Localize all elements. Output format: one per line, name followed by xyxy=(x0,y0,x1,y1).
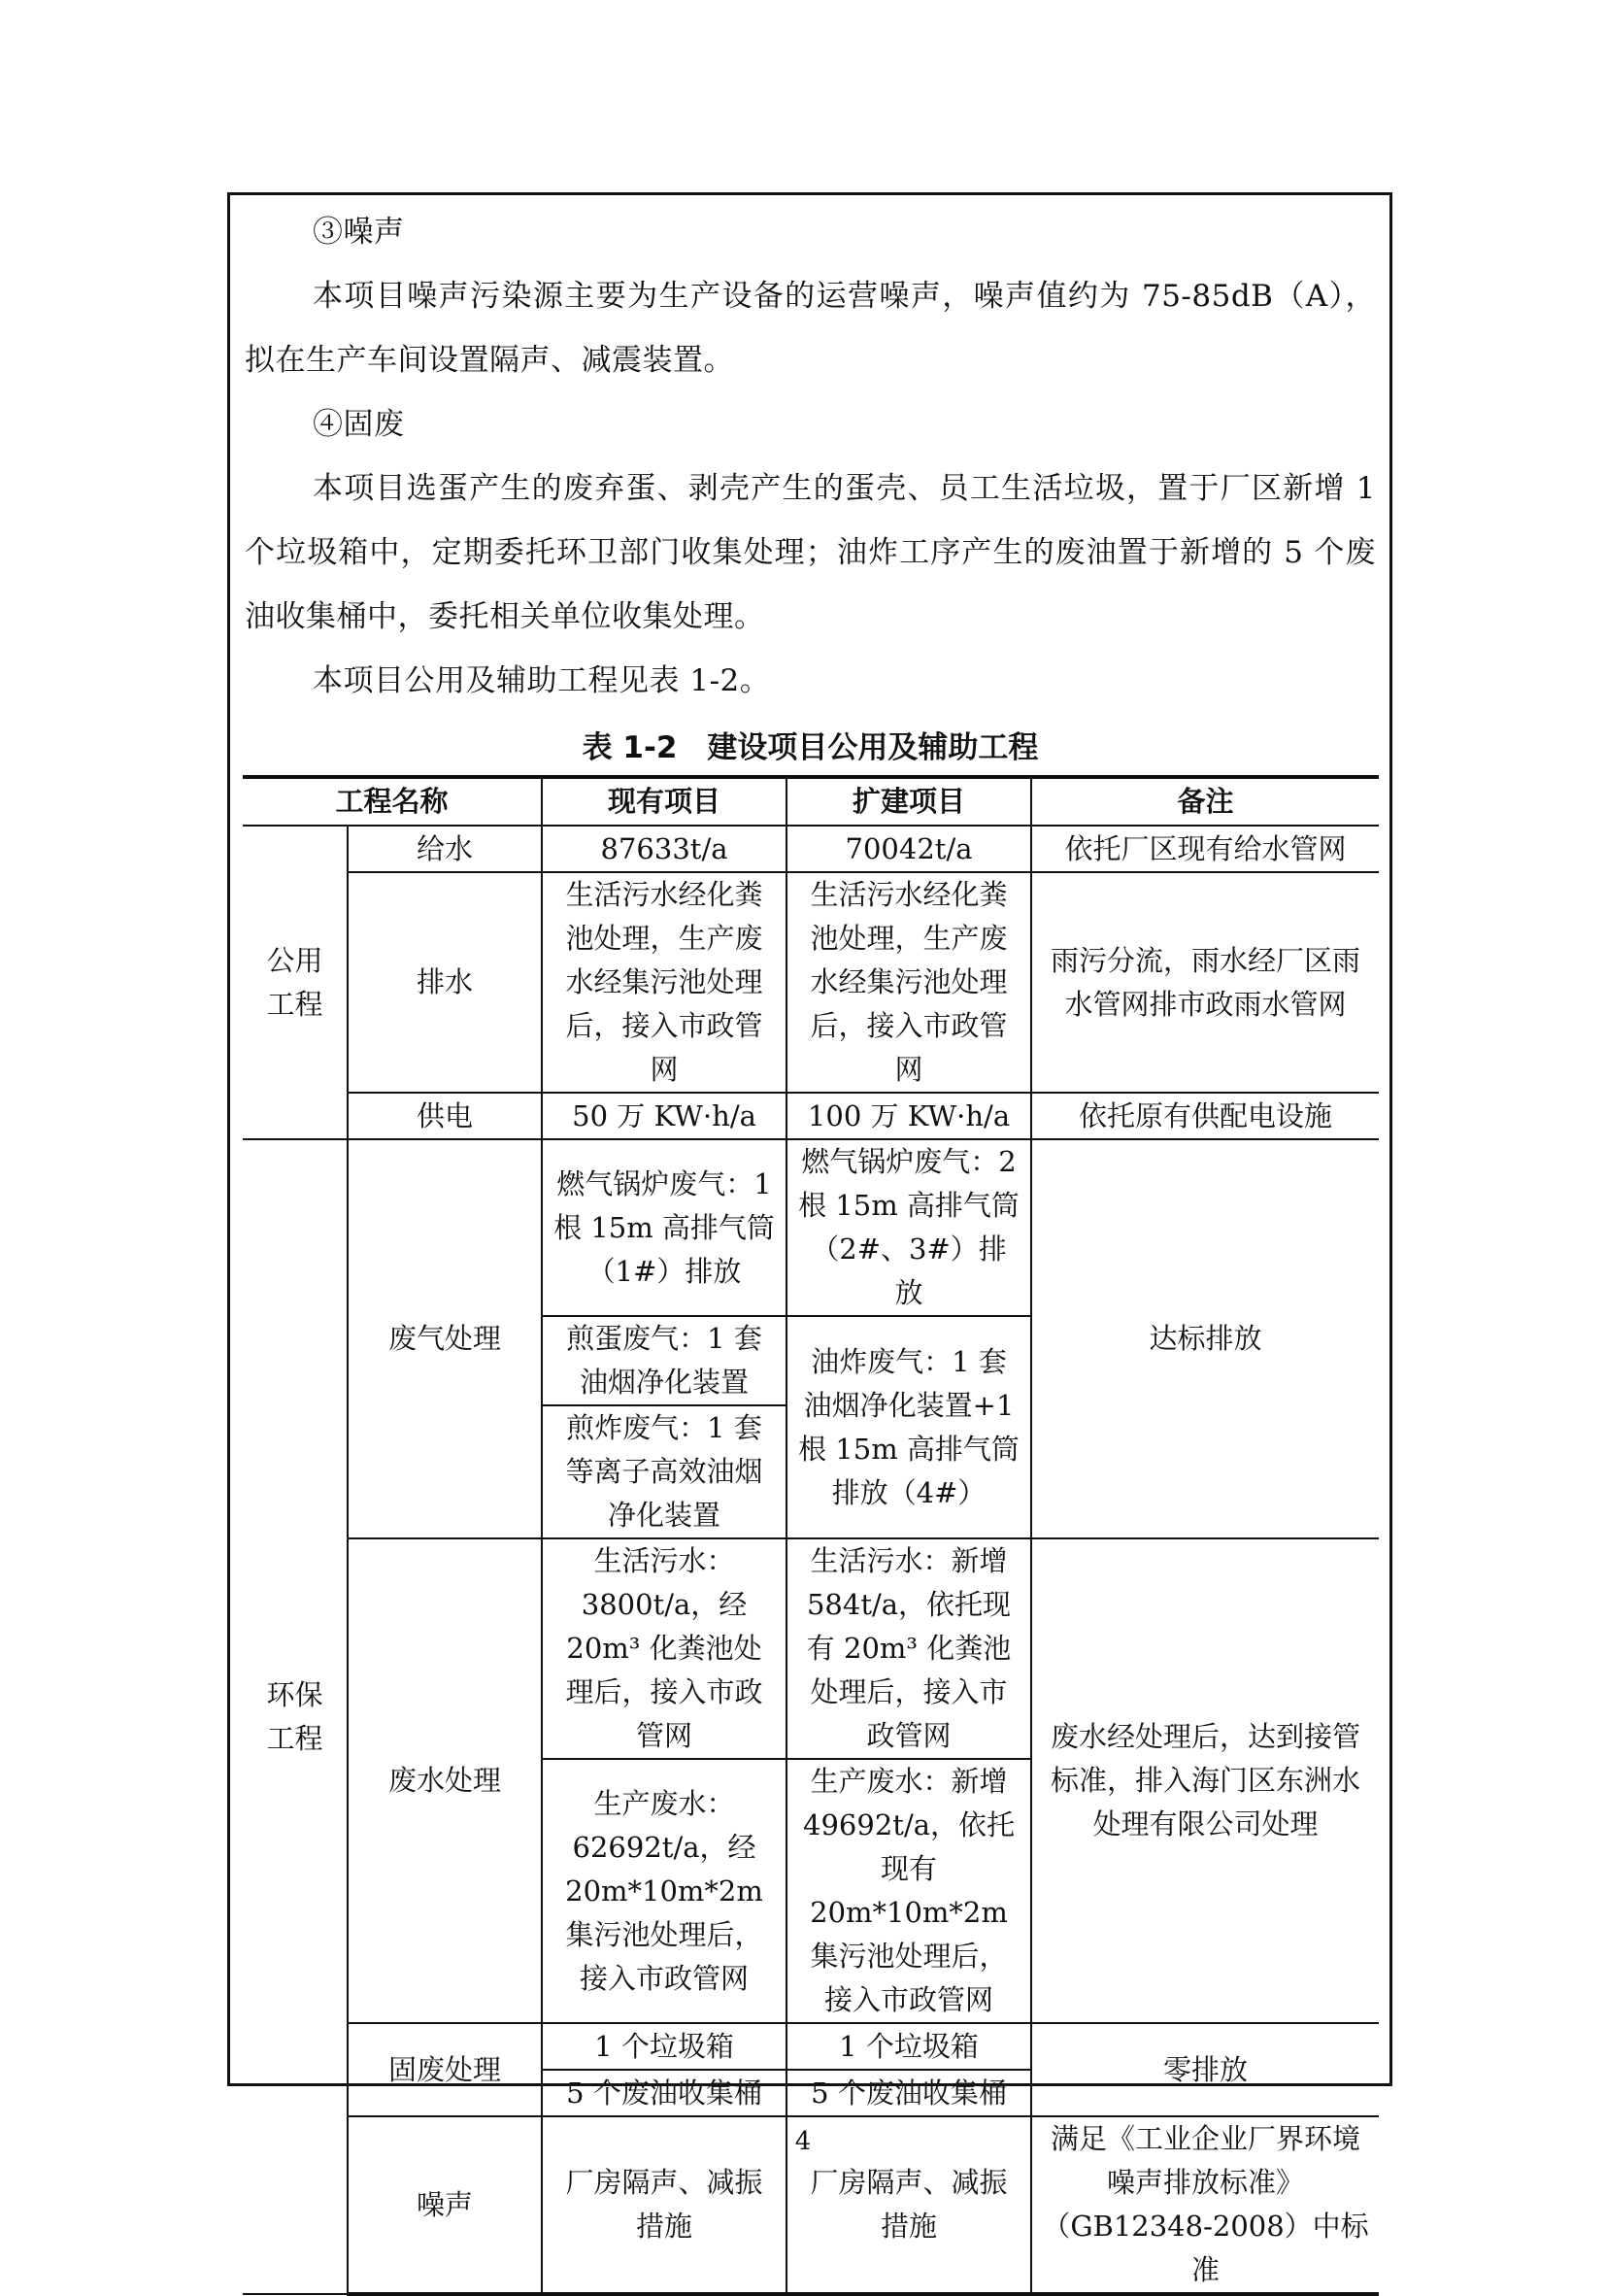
table-reference-paragraph: 本项目公用及辅助工程见表 1-2。 xyxy=(313,663,771,698)
cell-exhaust-expansion-boiler: 燃气锅炉废气：2 根 15m 高排气筒（2#、3#）排放 xyxy=(786,1139,1031,1316)
table-row xyxy=(243,1139,1379,1316)
cell-exhaust-existing-frying: 煎炸废气：1 套等离子高效油烟净化装置 xyxy=(542,1405,786,1538)
cell-wastewater-existing-production: 生产废水：62692t/a，经 20m*10m*2m 集污池处理后，接入市政管网 xyxy=(542,1759,786,2023)
cell-solid-existing-oil: 5 个废油收集桶 xyxy=(542,2070,786,2116)
cell-drainage-existing: 生活污水经化粪池处理，生产废水经集污池处理后，接入市政管网 xyxy=(542,872,786,1093)
page-number: 4 xyxy=(794,2127,812,2156)
item-noise: 噪声 xyxy=(348,2116,542,2294)
cell-solid-expansion-oil: 5 个废油收集桶 xyxy=(786,2070,1031,2116)
cell-solid-remark: 零排放 xyxy=(1031,2023,1379,2116)
item-wastewater: 废水处理 xyxy=(348,1538,542,2023)
table-row xyxy=(243,1093,1379,1139)
noise-heading: ③噪声 xyxy=(313,215,405,250)
table-row xyxy=(243,872,1379,1093)
cell-wastewater-remark: 废水经处理后，达到接管标准，排入海门区东洲水处理有限公司处理 xyxy=(1031,1538,1379,2023)
cell-wastewater-expansion-production: 生产废水：新增 49692t/a，依托现有 20m*10m*2m 集污池处理后，接入市政管网 xyxy=(786,1759,1031,2023)
cell-solid-expansion-bin: 1 个垃圾箱 xyxy=(786,2023,1031,2070)
cell-water-remark: 依托厂区现有给水管网 xyxy=(1031,826,1379,872)
header-project-name: 工程名称 xyxy=(243,777,542,826)
cell-water-expansion: 70042t/a xyxy=(786,826,1031,872)
table-caption: 表 1-2 建设项目公用及辅助工程 xyxy=(582,730,1039,765)
table-row xyxy=(243,2023,1379,2070)
cell-power-expansion: 100 万 KW·h/a xyxy=(786,1093,1031,1139)
cell-power-remark: 依托原有供配电设施 xyxy=(1031,1093,1379,1139)
category-environmental: 环保 工程 xyxy=(243,1139,348,2294)
cell-exhaust-expansion-frying: 油炸废气：1 套油烟净化装置+1 根 15m 高排气筒排放（4#） xyxy=(786,1316,1031,1538)
cell-noise-remark: 满足《工业企业厂界环境噪声排放标准》（GB12348-2008）中标准 xyxy=(1031,2116,1379,2294)
cell-wastewater-expansion-domestic: 生活污水：新增 584t/a，依托现有 20m³ 化粪池处理后，接入市政管网 xyxy=(786,1538,1031,1759)
item-drainage: 排水 xyxy=(348,872,542,1093)
item-solid-waste: 固废处理 xyxy=(348,2023,542,2116)
cell-power-existing: 50 万 KW·h/a xyxy=(542,1093,786,1139)
table-row xyxy=(243,826,1379,872)
table-row xyxy=(243,1538,1379,1759)
item-exhaust: 废气处理 xyxy=(348,1139,542,1538)
cell-exhaust-existing-frying-egg: 煎蛋废气：1 套油烟净化装置 xyxy=(542,1316,786,1405)
solid-waste-paragraph: 本项目选蛋产生的废弃蛋、剥壳产生的蛋壳、员工生活垃圾，置于厂区新增 1 个垃圾箱中，定期委托环卫部门收集处理；油炸工序产生的废油置于新增的 5 个废油收集桶中，委托相关单位收集处理。 xyxy=(245,471,1376,634)
solid-waste-heading: ④固废 xyxy=(313,407,405,442)
utilities-table xyxy=(243,775,1379,2296)
table-header-row xyxy=(243,777,1379,826)
cell-noise-expansion: 厂房隔声、减振措施 xyxy=(786,2116,1031,2294)
category-public: 公用 工程 xyxy=(243,826,348,1139)
cell-water-existing: 87633t/a xyxy=(542,826,786,872)
cell-exhaust-remark: 达标排放 xyxy=(1031,1139,1379,1538)
header-expansion: 扩建项目 xyxy=(786,777,1031,826)
cell-exhaust-existing-boiler: 燃气锅炉废气：1 根 15m 高排气筒（1#）排放 xyxy=(542,1139,786,1316)
noise-paragraph: 本项目噪声污染源主要为生产设备的运营噪声，噪声值约为 75-85dB（A），拟在生产车间设置隔声、减震装置。 xyxy=(245,279,1376,378)
cell-drainage-remark: 雨污分流，雨水经厂区雨水管网排市政雨水管网 xyxy=(1031,872,1379,1093)
item-power: 供电 xyxy=(348,1093,542,1139)
header-remark: 备注 xyxy=(1031,777,1379,826)
cell-drainage-expansion: 生活污水经化粪池处理，生产废水经集污池处理后，接入市政管网 xyxy=(786,872,1031,1093)
cell-noise-existing: 厂房隔声、减振措施 xyxy=(542,2116,786,2294)
cell-solid-existing-bin: 1 个垃圾箱 xyxy=(542,2023,786,2070)
cell-wastewater-existing-domestic: 生活污水：3800t/a，经 20m³ 化粪池处理后，接入市政管网 xyxy=(542,1538,786,1759)
header-existing: 现有项目 xyxy=(542,777,786,826)
item-water-supply: 给水 xyxy=(348,826,542,872)
